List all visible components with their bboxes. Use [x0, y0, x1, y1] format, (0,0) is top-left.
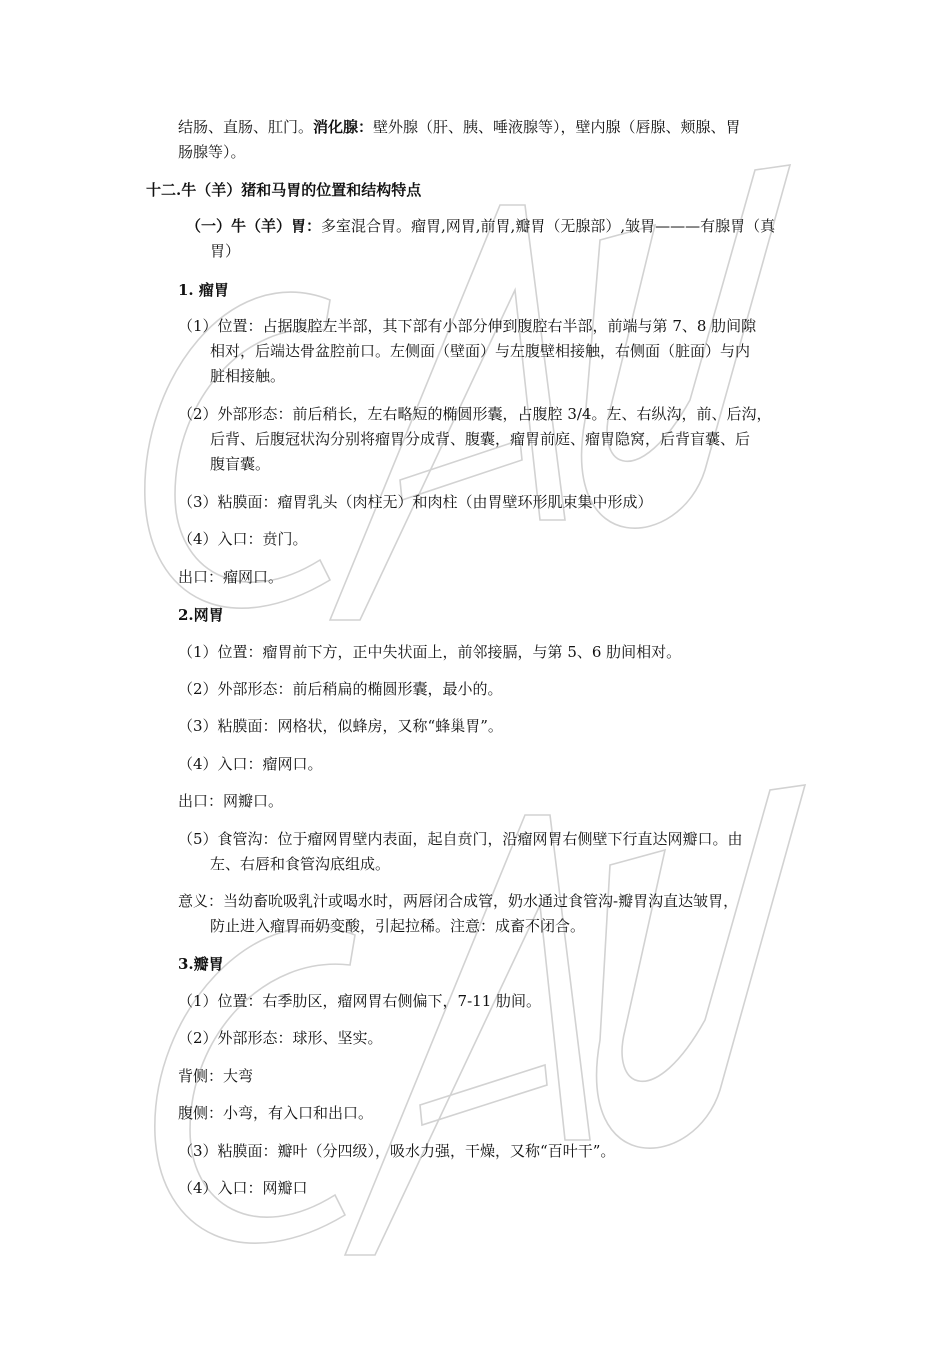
omasum-p1: （1）位置：右季肋区，瘤网胃右侧偏下，7-11 肋间。: [178, 992, 542, 1010]
omasum-heading: 3.瓣胃: [178, 955, 224, 973]
intro-text: 结肠、直肠、肛门。: [178, 118, 314, 136]
omasum-p4: 腹侧：小弯，有入口和出口。: [178, 1104, 374, 1122]
sub1-line-2: 胃）: [210, 242, 241, 260]
rumen-p1-l3: 脏相接触。: [210, 367, 286, 385]
reticulum-p4: （4）入口：瘤网口。: [178, 755, 323, 773]
intro-line-1: [178, 115, 810, 140]
intro-line-2: 肠腺等）。: [178, 143, 246, 161]
omasum-p6: （4）入口：网瓣口: [178, 1179, 308, 1197]
rumen-p2-l1: （2）外部形态：前后稍长，左右略短的椭圆形囊，占腹腔 3/4。左、右纵沟，前、后沟，: [178, 405, 772, 423]
intro-text-rest: 壁外腺（肝、胰、唾液腺等），壁内腺（唇腺、颊腺、胃: [373, 118, 741, 136]
sub1-line-1: [186, 214, 818, 239]
reticulum-p6-l1: （5）食管沟：位于瘤网胃壁内表面，起自贲门，沿瘤网胃右侧壁下行直达网瓣口。由: [178, 830, 743, 848]
rumen-p1-l1: （1）位置：占据腹腔左半部，其下部有小部分伸到腹腔右半部，前端与第 7、8 肋间隙: [178, 317, 757, 335]
reticulum-p3: （3）粘膜面：网格状，似蜂房，又称“蜂巢胃”。: [178, 717, 503, 735]
omasum-p2: （2）外部形态：球形、坚实。: [178, 1029, 383, 1047]
rumen-p4: （4）入口：贲门。: [178, 530, 308, 548]
reticulum-p7-l2: 防止进入瘤胃而奶变酸，引起拉稀。注意：成畜不闭合。: [210, 917, 586, 935]
reticulum-p2: （2）外部形态：前后稍扁的椭圆形囊，最小的。: [178, 680, 503, 698]
omasum-p5: （3）粘膜面：瓣叶（分四级），吸水力强，干燥，又称“百叶干”。: [178, 1142, 616, 1160]
rumen-p2-l2: 后背、后腹冠状沟分别将瘤胃分成背、腹囊，瘤胃前庭、瘤胃隐窝，后背盲囊、后: [210, 430, 751, 448]
rumen-p5: 出口：瘤网口。: [178, 568, 284, 586]
reticulum-heading: 2.网胃: [178, 606, 224, 624]
ruminant-stomach-desc: 多室混合胃。瘤胃,网胃,前胃,瓣胃（无腺部）,皱胃———有腺胃（真: [321, 217, 776, 235]
section-12-heading: 十二.牛（羊）猪和马胃的位置和结构特点: [146, 181, 422, 199]
digestive-gland-label: 消化腺：: [313, 118, 374, 136]
rumen-heading: 1. 瘤胃: [178, 281, 229, 299]
omasum-p3: 背侧：大弯: [178, 1067, 254, 1085]
reticulum-p5: 出口：网瓣口。: [178, 792, 284, 810]
rumen-p1-l2: 相对，后端达骨盆腔前口。左侧面（壁面）与左腹壁相接触，右侧面（脏面）与内: [210, 342, 751, 360]
reticulum-p6-l2: 左、右唇和食管沟底组成。: [210, 855, 391, 873]
rumen-p3: （3）粘膜面：瘤胃乳头（肉柱无）和肉柱（由胃壁环形肌束集中形成）: [178, 493, 653, 511]
reticulum-p7-l1: 意义：当幼畜吮吸乳汁或喝水时，两唇闭合成管，奶水通过食管沟-瓣胃沟直达皱胃，: [178, 892, 739, 910]
ruminant-stomach-label: （一）牛（羊）胃：: [186, 217, 322, 235]
rumen-p2-l3: 腹盲囊。: [210, 455, 271, 473]
reticulum-p1: （1）位置：瘤胃前下方，正中失状面上，前邻接膈，与第 5、6 肋间相对。: [178, 643, 682, 661]
